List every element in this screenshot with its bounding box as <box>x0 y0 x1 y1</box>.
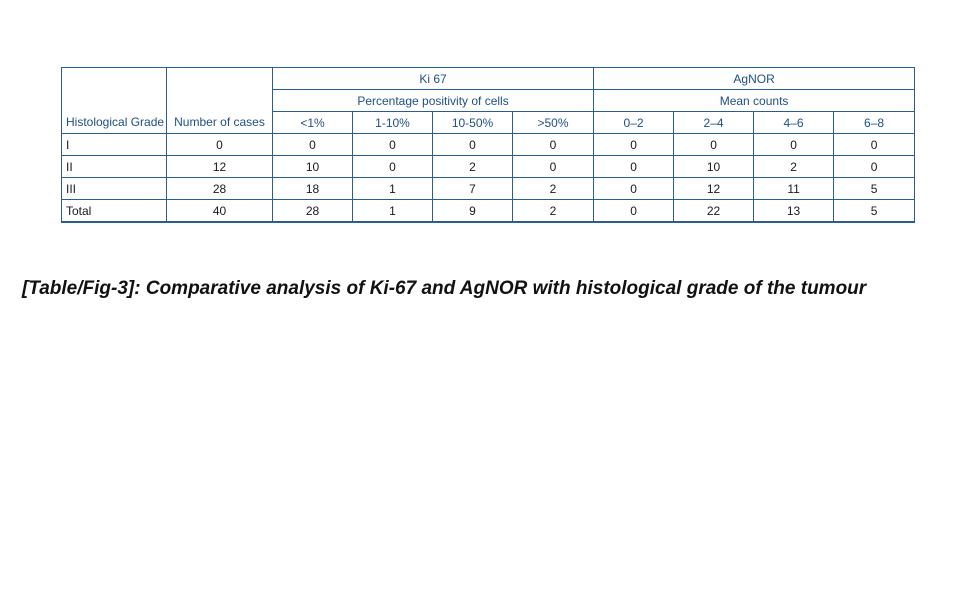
cell-agnor: 11 <box>754 178 834 200</box>
header-ki67: Ki 67 <box>273 68 594 90</box>
cell-agnor: 0 <box>674 134 754 156</box>
cell-agnor: 5 <box>834 200 915 223</box>
cell-cases: 40 <box>167 200 273 223</box>
header-number-of-cases: Number of cases <box>167 68 273 134</box>
cell-agnor: 0 <box>594 134 674 156</box>
cell-cases: 28 <box>167 178 273 200</box>
cell-agnor: 0 <box>594 178 674 200</box>
cell-agnor: 0 <box>754 134 834 156</box>
cell-agnor: 13 <box>754 200 834 223</box>
cell-agnor: 22 <box>674 200 754 223</box>
cell-agnor: 2 <box>754 156 834 178</box>
header-ki67-col: 1-10% <box>353 112 433 134</box>
cell-ki67: 28 <box>273 200 353 223</box>
cell-ki67: 2 <box>513 200 594 223</box>
cell-agnor: 0 <box>834 134 915 156</box>
cell-grade: Total <box>62 200 167 223</box>
cell-agnor: 10 <box>674 156 754 178</box>
cell-grade: I <box>62 134 167 156</box>
cell-agnor: 12 <box>674 178 754 200</box>
cell-agnor: 0 <box>594 200 674 223</box>
cell-ki67: 0 <box>353 134 433 156</box>
header-histological-grade: Histological Grade <box>62 68 167 134</box>
header-agnor: AgNOR <box>594 68 915 90</box>
cell-grade: III <box>62 178 167 200</box>
cell-ki67: 2 <box>433 156 513 178</box>
cell-ki67: 0 <box>433 134 513 156</box>
cell-ki67: 2 <box>513 178 594 200</box>
table-caption: [Table/Fig-3]: Comparative analysis of Ki-67 and AgNOR with histological grade of the tumour <box>22 278 867 299</box>
header-ki67-col: 10-50% <box>433 112 513 134</box>
cell-ki67: 0 <box>513 156 594 178</box>
header-ki67-subtitle: Percentage positivity of cells <box>273 90 594 112</box>
header-ki67-col: <1% <box>273 112 353 134</box>
table-row <box>62 156 915 178</box>
cell-ki67: 0 <box>513 134 594 156</box>
table-row-total <box>62 200 915 223</box>
cell-agnor: 0 <box>594 156 674 178</box>
header-agnor-col: 4–6 <box>754 112 834 134</box>
header-agnor-subtitle: Mean counts <box>594 90 915 112</box>
cell-ki67: 7 <box>433 178 513 200</box>
table-row <box>62 134 915 156</box>
cell-cases: 12 <box>167 156 273 178</box>
table-row <box>62 178 915 200</box>
cell-ki67: 10 <box>273 156 353 178</box>
cell-ki67: 0 <box>353 156 433 178</box>
cell-ki67: 9 <box>433 200 513 223</box>
results-table <box>61 67 915 223</box>
cell-ki67: 18 <box>273 178 353 200</box>
cell-ki67: 1 <box>353 178 433 200</box>
header-agnor-col: 6–8 <box>834 112 915 134</box>
header-agnor-col: 0–2 <box>594 112 674 134</box>
table-header <box>62 68 915 134</box>
cell-agnor: 0 <box>834 156 915 178</box>
cell-grade: II <box>62 156 167 178</box>
header-agnor-col: 2–4 <box>674 112 754 134</box>
table-body <box>62 134 915 223</box>
cell-agnor: 5 <box>834 178 915 200</box>
results-table-container <box>61 67 914 223</box>
cell-cases: 0 <box>167 134 273 156</box>
header-ki67-col: >50% <box>513 112 594 134</box>
cell-ki67: 0 <box>273 134 353 156</box>
cell-ki67: 1 <box>353 200 433 223</box>
